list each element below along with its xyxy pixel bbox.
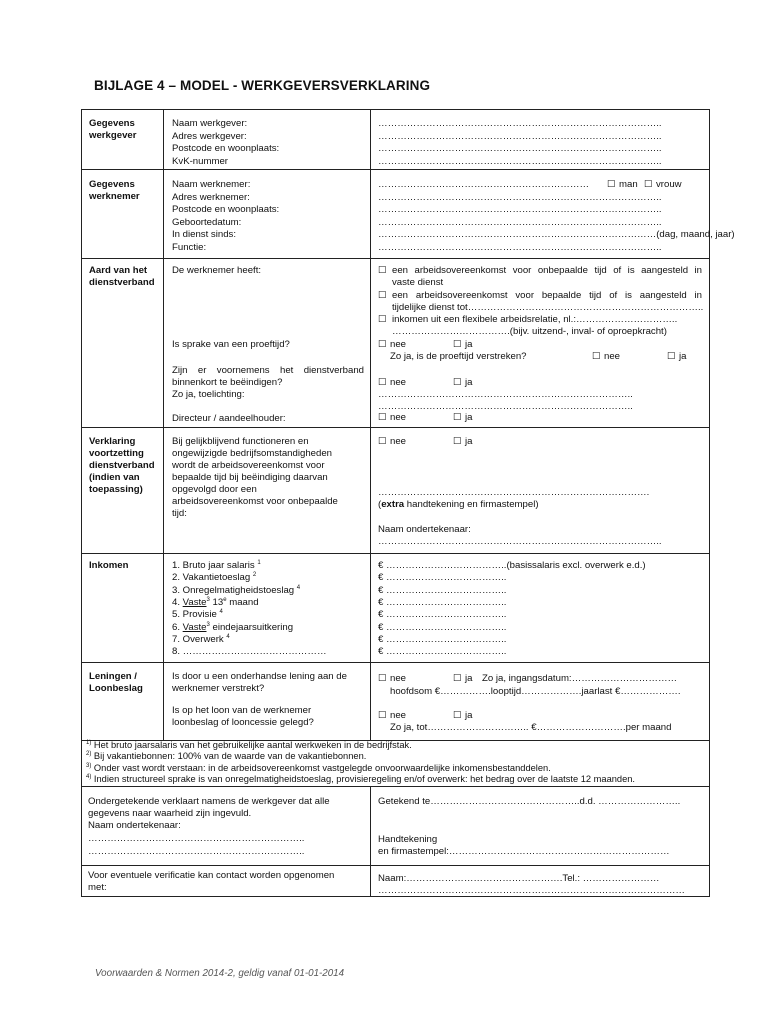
col-divider-1 bbox=[163, 109, 164, 740]
income-value[interactable]: € ……………………………….. bbox=[378, 621, 507, 633]
fill-line[interactable]: ………………………………………………………… bbox=[378, 179, 590, 190]
section-label-werkgever: Gegevens bbox=[89, 118, 135, 129]
statement-text: Bij gelijkblijvend functioneren en bbox=[172, 436, 309, 447]
section-label-voortzetting: toepassing) bbox=[89, 484, 143, 495]
income-value[interactable]: € ……………………………….. bbox=[378, 572, 507, 584]
section-label-voortzetting: (indien van bbox=[89, 472, 140, 483]
checkbox[interactable]: ☐ bbox=[453, 436, 462, 447]
option-label: ja bbox=[465, 412, 473, 423]
income-value[interactable]: € ……………………………….. bbox=[378, 633, 507, 645]
fill-line[interactable]: ……………………………………………………………………………(dag, maand, jaar) bbox=[378, 229, 735, 240]
statement-text: opgevolgd door een bbox=[172, 484, 257, 495]
statement-text: bepaalde tijd bij beëindiging daarvan bbox=[172, 472, 328, 483]
question-label: werknemer verstrekt? bbox=[172, 683, 265, 694]
footnote: $^{1)}$ Het bruto jaarsalaris van het gebruikelijke aantal werkweken in de bedrijfstak. bbox=[86, 740, 412, 750]
question-label: Zo ja, toelichting: bbox=[172, 389, 245, 400]
option-label: een arbeidsovereenkomst voor onbepaalde tijd of is aangesteld in bbox=[392, 265, 702, 276]
fill-line[interactable]: ………………………………………………………….. bbox=[88, 846, 305, 857]
checkbox[interactable]: ☐ bbox=[453, 673, 462, 684]
section-label-werknemer: werknemer bbox=[89, 191, 140, 202]
statement-text: arbeidsovereenkomst voor onbepaalde bbox=[172, 496, 338, 507]
signature-field[interactable]: en firmastempel:…………………………………………………………… bbox=[378, 846, 670, 857]
field-label: Adres werkgever: bbox=[172, 131, 247, 142]
option-label: tijdelijke dienst tot……………………………………………………………….. bbox=[392, 302, 704, 313]
page-footer: Voorwaarden & Normen 2014-2, geldig vanaf 01-01-2014 bbox=[95, 968, 345, 979]
income-item: 5. Provisie $^4$ bbox=[172, 609, 223, 621]
footnote: $^{2)}$ Bij vakantiebonnen: 100% van de waarde van de vakantiebonnen. bbox=[86, 751, 367, 762]
income-item: 3. Onregelmatigheidstoeslag $^4$ bbox=[172, 584, 301, 596]
fill-line[interactable]: …………………………………………………………………………….. bbox=[378, 536, 662, 547]
fill-line[interactable]: …………………………………………………………………………….. bbox=[378, 192, 662, 203]
statement-text: ongewijzigde bedrijfsomstandigheden bbox=[172, 448, 333, 459]
question-label: Is sprake van een proeftijd? bbox=[172, 339, 290, 350]
section-label-voortzetting: voortzetting bbox=[89, 448, 144, 459]
option-label: ja bbox=[679, 351, 687, 362]
section-label-dienstverband: dienstverband bbox=[89, 277, 155, 288]
option-label: nee bbox=[390, 673, 407, 684]
option-label: nee bbox=[390, 377, 407, 388]
option-label: nee bbox=[390, 412, 407, 423]
field-label: Postcode en woonplaats: bbox=[172, 204, 280, 215]
field-label: Adres werknemer: bbox=[172, 192, 250, 203]
income-item: 2. Vakantietoeslag $^2$ bbox=[172, 572, 257, 584]
stamp-label: (extra handtekening en firmastempel) bbox=[378, 499, 539, 510]
question-label: binnenkort te beëindigen? bbox=[172, 377, 283, 388]
option-label: nee bbox=[604, 351, 621, 362]
option-label: vaste dienst bbox=[392, 277, 444, 288]
section-label-leningen: Leningen / bbox=[89, 671, 137, 682]
question-label: Zo ja, is de proeftijd verstreken? bbox=[390, 351, 527, 362]
income-item: 8. ……………………………………… bbox=[172, 646, 327, 658]
garnishment-details[interactable]: Zo ja, tot………………………….. €……………………….per maand bbox=[390, 722, 672, 733]
fill-line[interactable]: …………………………………………………………………….. bbox=[378, 401, 633, 412]
question-label: Is op het loon van de werknemer bbox=[172, 705, 312, 716]
fill-line[interactable]: …………………………………………………………………………….. bbox=[378, 131, 662, 142]
checkbox[interactable]: ☐ bbox=[378, 290, 387, 301]
option-label: nee bbox=[390, 436, 407, 447]
fill-line[interactable]: …………………………………………………………………………….. bbox=[378, 143, 662, 154]
fill-line[interactable]: …………………………………………………………………………….. bbox=[378, 204, 662, 215]
income-item: 7. Overwerk $^4$ bbox=[172, 633, 230, 645]
checkbox[interactable]: ☐ bbox=[453, 377, 462, 388]
fill-line[interactable]: …………………………………………………………………………. bbox=[378, 487, 650, 498]
checkbox[interactable]: ☐ bbox=[378, 265, 387, 276]
option-label: nee bbox=[390, 710, 407, 721]
field-label: Naam werkgever: bbox=[172, 118, 248, 129]
field-label: Postcode en woonplaats: bbox=[172, 143, 280, 154]
section-label-leningen: Loonbeslag bbox=[89, 683, 143, 694]
row-sep bbox=[81, 662, 710, 663]
question-label: loonbeslag of looncessie gelegd? bbox=[172, 717, 314, 728]
field-label: Functie: bbox=[172, 242, 207, 253]
contact-text: Voor eventuele verificatie kan contact worden opgenomen bbox=[88, 870, 335, 881]
footnote: $^{4)}$ Indien structureel sprake is van onregelmatigheidstoeslag, provisieregeling en/of overwerk: het bedrag over de laatste 12 maanden. bbox=[86, 773, 636, 784]
section-label-voortzetting: dienstverband bbox=[89, 460, 155, 471]
field-label: Geboortedatum: bbox=[172, 217, 242, 228]
signature-label: Handtekening bbox=[378, 834, 438, 845]
option-label: ja bbox=[465, 673, 473, 684]
section-label-inkomen: Inkomen bbox=[89, 560, 129, 571]
checkbox[interactable]: ☐ bbox=[378, 339, 387, 350]
checkbox[interactable]: ☐ bbox=[378, 412, 387, 423]
question-label: Directeur / aandeelhouder: bbox=[172, 413, 286, 424]
fill-line[interactable]: …………………………………………………………………………….. bbox=[378, 217, 662, 228]
contact-text: met: bbox=[88, 882, 107, 893]
field-label: Naam werknemer: bbox=[172, 179, 251, 190]
field-label: In dienst sinds: bbox=[172, 229, 236, 240]
option-label: nee bbox=[390, 339, 407, 350]
checkbox[interactable]: ☐ bbox=[644, 179, 653, 190]
fill-line[interactable]: …………………………………………………………………………….. bbox=[378, 118, 662, 129]
income-value[interactable]: € ………………………………..(basissalaris excl. overwerk e.d.) bbox=[378, 560, 646, 571]
loan-date[interactable]: Zo ja, ingangsdatum:…………………………… bbox=[482, 673, 678, 684]
page-title: BIJLAGE 4 – MODEL - WERKGEVERSVERKLARING bbox=[94, 78, 431, 93]
fill-line[interactable]: …………………………………………………………………………….. bbox=[378, 156, 662, 167]
row-sep bbox=[81, 258, 710, 259]
declaration-text: Ondergetekende verklaart namens de werkgever dat alle bbox=[88, 796, 330, 807]
checkbox[interactable]: ☐ bbox=[378, 436, 387, 447]
statement-text: wordt de arbeidsovereenkomst voor bbox=[172, 460, 325, 471]
row-sep bbox=[81, 427, 710, 428]
section-label-werknemer: Gegevens bbox=[89, 179, 135, 190]
option-label: ja bbox=[465, 339, 473, 350]
contact-name-tel[interactable]: Naam:………………………………………….Tel.: …………………… bbox=[378, 873, 660, 884]
checkbox[interactable]: ☐ bbox=[378, 377, 387, 388]
question-label: De werknemer heeft: bbox=[172, 265, 262, 276]
checkbox[interactable]: ☐ bbox=[607, 179, 616, 190]
footnote: $^{3)}$ Onder vast wordt verstaan: in de arbeidsovereenkomst vastgelegde onvoorwaardelijke inkomensbestanddelen. bbox=[86, 762, 551, 773]
section-label-dienstverband: Aard van het bbox=[89, 265, 148, 276]
statement-text: tijd: bbox=[172, 508, 187, 519]
income-value[interactable]: € ……………………………….. bbox=[378, 584, 507, 596]
income-item: 4. Vaste$^3$ 13e maand bbox=[172, 596, 259, 608]
checkbox[interactable]: ☐ bbox=[378, 710, 387, 721]
checkbox[interactable]: ☐ bbox=[453, 412, 462, 423]
fill-line[interactable]: …………………………………………………………………………………… bbox=[378, 885, 685, 896]
checkbox[interactable]: ☐ bbox=[592, 351, 601, 362]
signed-at[interactable]: Getekend te………………………………………..d.d. …………………….. bbox=[378, 796, 681, 807]
checkbox[interactable]: ☐ bbox=[378, 314, 387, 325]
income-value[interactable]: € ……………………………….. bbox=[378, 646, 507, 658]
loan-details[interactable]: hoofdsom €…………….looptijd……………….jaarlast €………………. bbox=[390, 686, 681, 697]
option-label: ja bbox=[465, 377, 473, 388]
signer-label: Naam ondertekenaar: bbox=[378, 524, 471, 535]
income-item: 6. Vaste$^3$ eindejaarsuitkering bbox=[172, 621, 294, 633]
option-label: ja bbox=[465, 710, 473, 721]
row-sep bbox=[81, 169, 710, 170]
fill-line[interactable]: …………………………………………………………………….. bbox=[378, 389, 633, 400]
declaration-text: gegevens naar waarheid zijn ingevuld. bbox=[88, 808, 252, 819]
checkbox[interactable]: ☐ bbox=[667, 351, 676, 362]
checkbox[interactable]: ☐ bbox=[453, 339, 462, 350]
checkbox[interactable]: ☐ bbox=[453, 710, 462, 721]
option-label: een arbeidsovereenkomst voor bepaalde tijd of is aangesteld in bbox=[392, 290, 702, 301]
declaration-text: Naam ondertekenaar: bbox=[88, 820, 181, 831]
option-label: ja bbox=[465, 436, 473, 447]
section-label-voortzetting: Verklaring bbox=[89, 436, 136, 447]
row-sep bbox=[81, 553, 710, 554]
fill-line[interactable]: ………………………………………………………….. bbox=[88, 833, 305, 844]
col-divider-3 bbox=[370, 786, 371, 897]
fill-line[interactable]: …………………………………………………………………………….. bbox=[378, 242, 662, 253]
row-sep bbox=[81, 786, 710, 787]
checkbox[interactable]: ☐ bbox=[378, 673, 387, 684]
option-label: vrouw bbox=[656, 179, 682, 190]
income-value[interactable]: € ……………………………….. bbox=[378, 596, 507, 608]
income-value[interactable]: € ……………………………….. bbox=[378, 609, 507, 621]
option-label: inkomen uit een flexibele arbeidsrelatie, nl.:………………………….. bbox=[392, 314, 678, 325]
income-item: 1. Bruto jaar salaris $^1$ bbox=[172, 560, 261, 571]
col-divider-2 bbox=[370, 109, 371, 740]
question-label: Zijn er voornemens het dienstverband bbox=[172, 365, 364, 376]
option-label: ……………………………….(bijv. uitzend-, inval- of oproepkracht) bbox=[392, 326, 667, 337]
option-label: man bbox=[619, 179, 638, 190]
section-label-werkgever: werkgever bbox=[89, 130, 137, 141]
field-label: KvK-nummer bbox=[172, 156, 228, 167]
row-sep bbox=[81, 865, 710, 866]
question-label: Is door u een onderhandse lening aan de bbox=[172, 671, 347, 682]
